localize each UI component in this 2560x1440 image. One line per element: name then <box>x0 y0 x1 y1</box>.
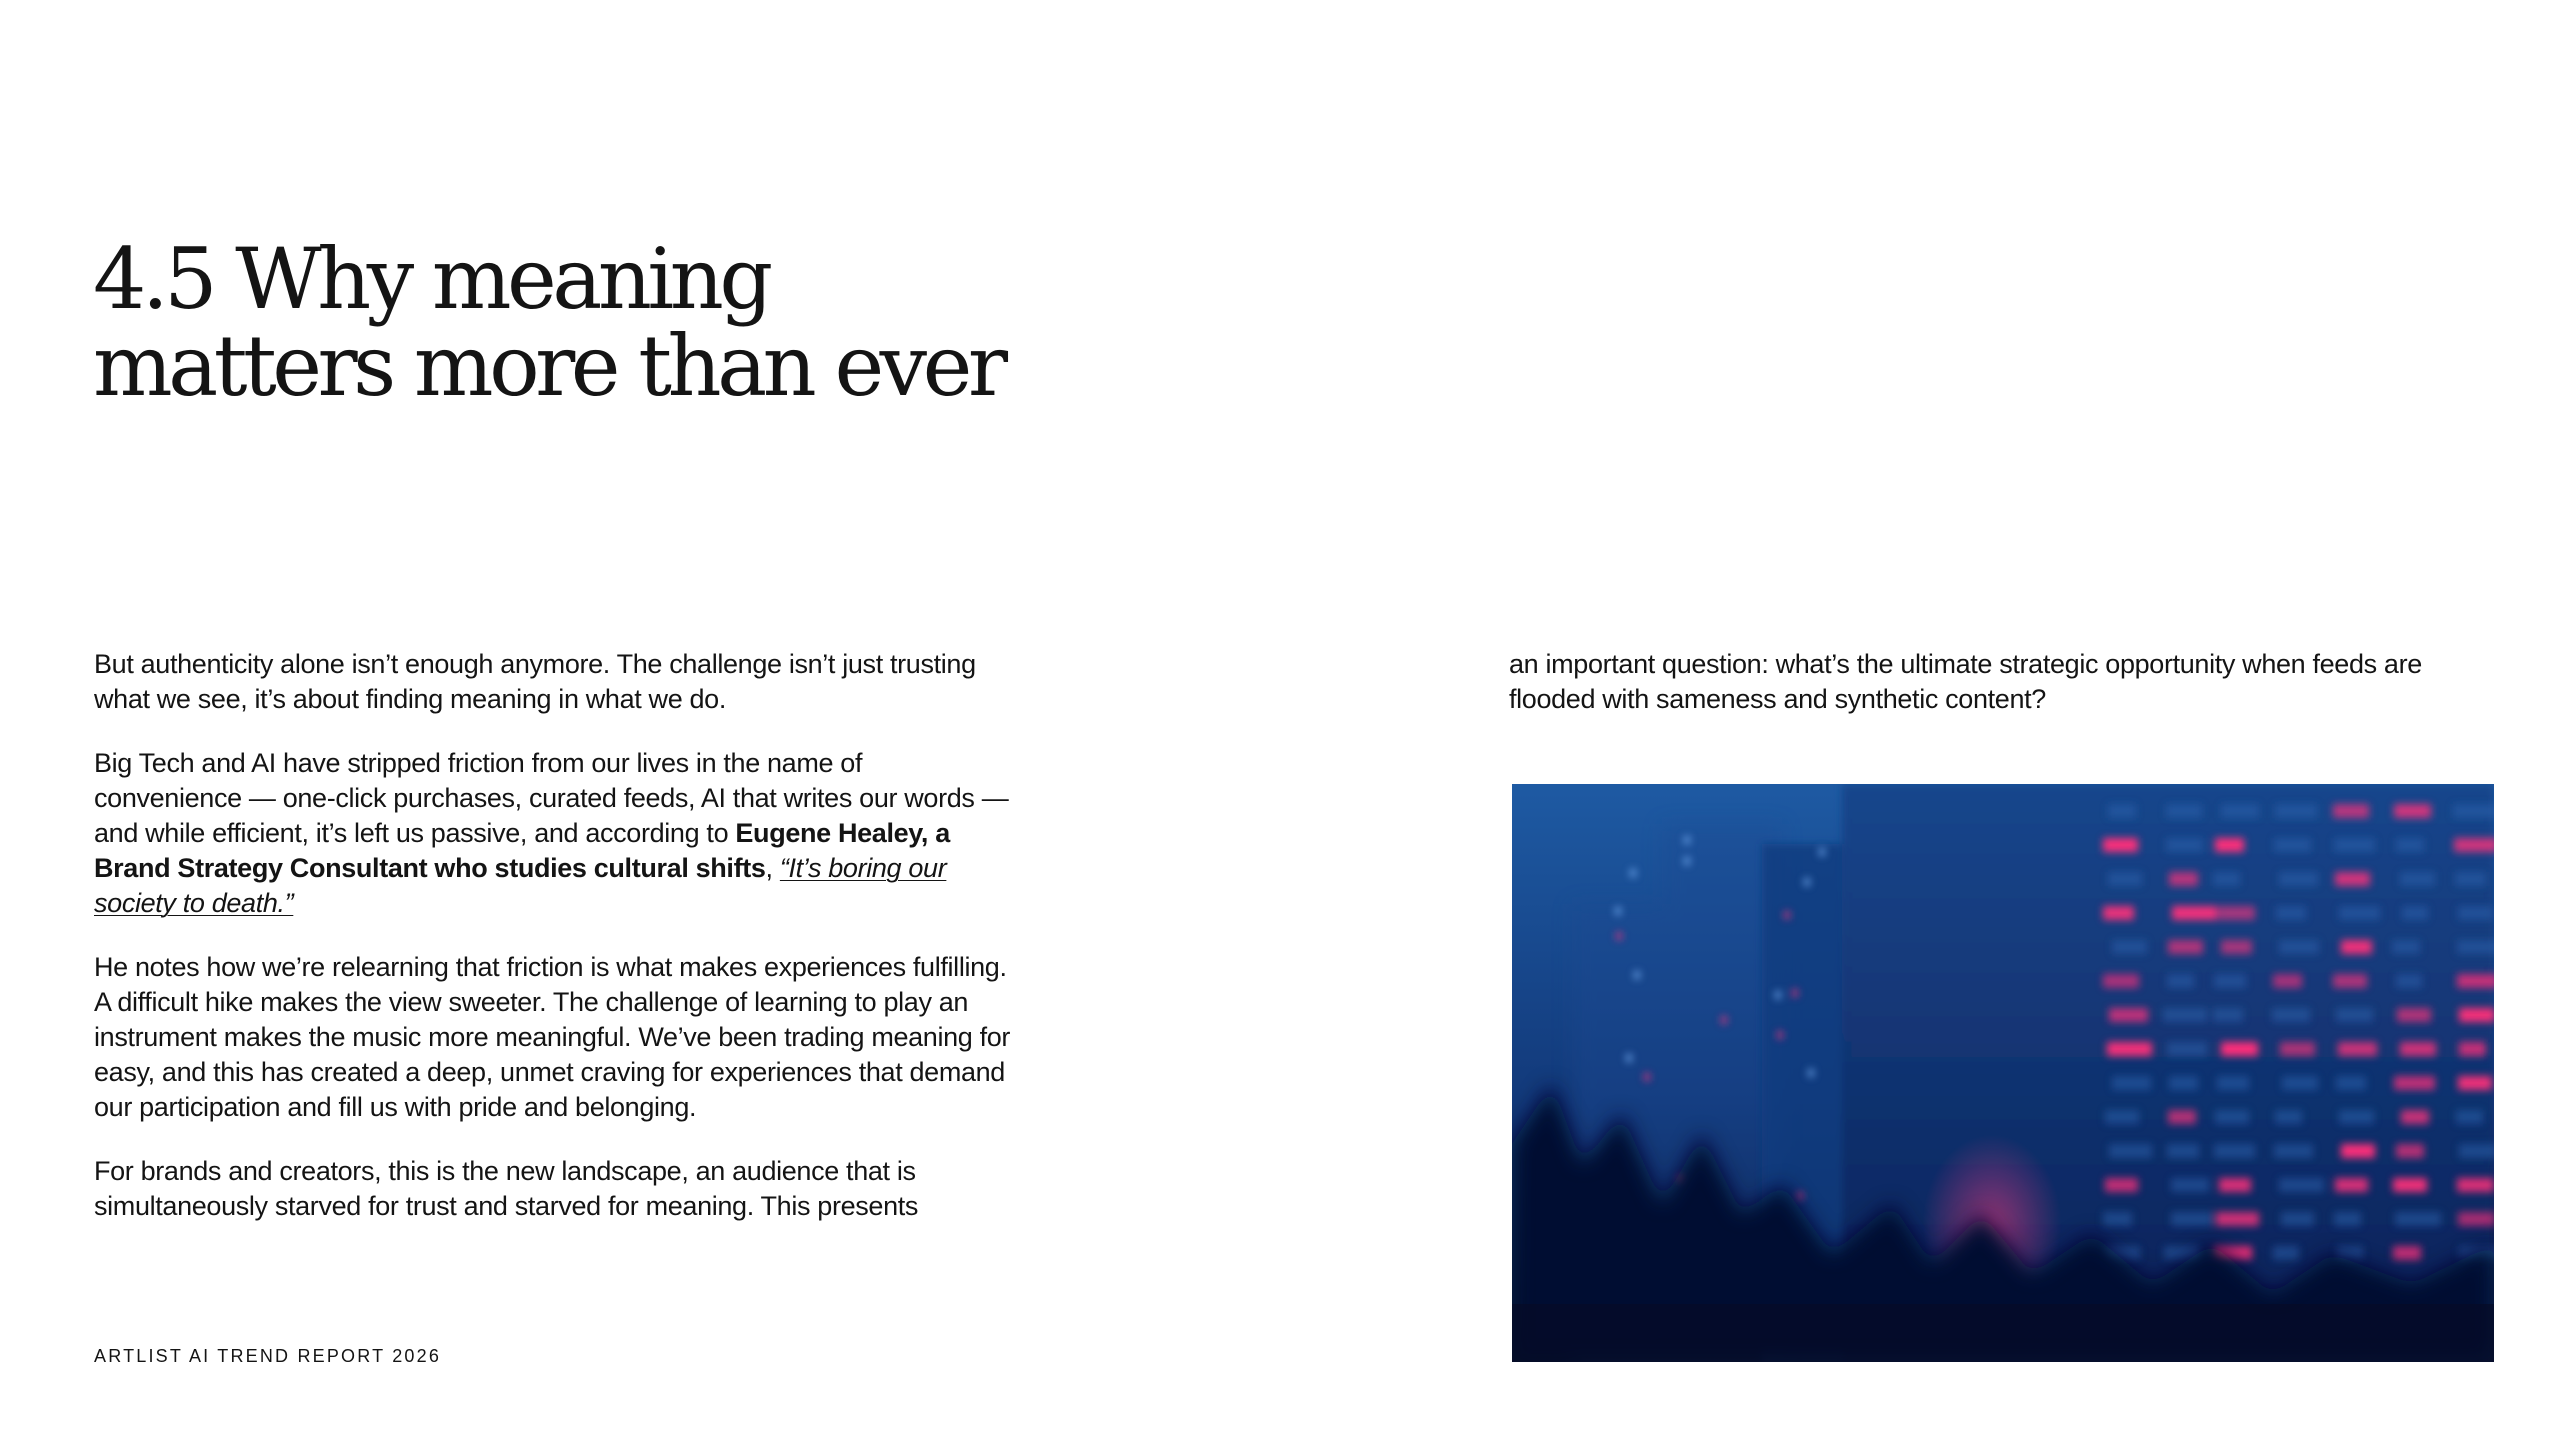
window-light <box>2400 1042 2436 1056</box>
paragraph-friction: He notes how we’re relearning that friction is what makes experiences fulfilling. A difficult hike makes the view sweeter. The challenge of learning to play an instrument makes the music more meaningful. We’ve been trading meaning for easy, and this has created a deep, unmet craving for experiences that demand our participation and fill us with pride and belonging. <box>94 952 1011 1122</box>
window-light <box>2396 1144 2424 1158</box>
window-light <box>2171 1212 2212 1226</box>
window-light <box>2274 838 2311 852</box>
city-photo <box>1512 784 2494 1362</box>
window-light <box>2401 1110 2429 1124</box>
window-light <box>2172 906 2217 920</box>
window-light <box>2105 1110 2139 1124</box>
window-light <box>2218 906 2255 920</box>
window-light <box>1644 1073 1650 1081</box>
window-light <box>1804 878 1810 886</box>
window-light <box>2273 974 2302 988</box>
paragraph-brands: For brands and creators, this is the new landscape, an audience that is simultaneously starved for trust and starved for meaning. This presents <box>94 1156 919 1221</box>
quote-link[interactable]: “It’s boring our society to death.” <box>94 853 947 918</box>
window-light <box>2167 974 2194 988</box>
window-light <box>1777 1031 1783 1039</box>
window-light <box>2279 940 2319 954</box>
window-light <box>2108 804 2136 818</box>
window-light <box>1784 911 1790 919</box>
window-light <box>2168 940 2203 954</box>
window-light <box>1684 836 1690 844</box>
page-title-line-1: 4.5 Why meaning <box>93 230 769 328</box>
window-light <box>2219 1178 2251 1192</box>
window-light <box>2397 1008 2431 1022</box>
window-light <box>2280 1042 2315 1056</box>
window-light <box>2274 1144 2313 1158</box>
window-light <box>2167 1042 2207 1056</box>
window-light <box>2400 872 2435 886</box>
window-light <box>1721 1016 1727 1024</box>
window-light <box>2275 804 2317 818</box>
window-light <box>2339 1110 2374 1124</box>
window-light <box>2166 838 2203 852</box>
window-light <box>2396 974 2422 988</box>
window-light <box>2458 1212 2494 1226</box>
window-light <box>2453 804 2494 818</box>
city-photo-graphic <box>1512 784 2494 1362</box>
window-light <box>2103 906 2134 920</box>
window-light <box>2395 1212 2441 1226</box>
window-light <box>2168 1110 2196 1124</box>
window-light <box>1775 991 1781 999</box>
paragraph-question: an important question: what’s the ultimate strategic opportunity when feeds are flooded with sameness and synthetic content? <box>1509 649 2422 714</box>
window-light <box>2276 906 2306 920</box>
window-light <box>2393 1178 2427 1192</box>
window-light <box>2402 906 2428 920</box>
window-light <box>2392 940 2420 954</box>
window-light <box>2279 1178 2324 1192</box>
window-light <box>2221 804 2259 818</box>
window-light <box>2341 940 2372 954</box>
window-light <box>2338 1042 2377 1056</box>
window-light <box>2169 872 2198 886</box>
window-light <box>2282 1076 2318 1090</box>
window-light <box>2334 838 2375 852</box>
page-title-line-2: matters more than ever <box>93 317 1004 415</box>
window-light <box>2214 974 2246 988</box>
window-light <box>2457 1178 2494 1192</box>
window-light <box>2166 804 2202 818</box>
window-light <box>1616 932 1622 940</box>
page-title <box>93 230 1093 415</box>
window-light <box>2396 838 2424 852</box>
left-text-column <box>94 647 1014 1253</box>
paragraph-separator: , <box>765 853 780 883</box>
window-light <box>2393 1246 2421 1260</box>
window-light <box>2213 1008 2243 1022</box>
window-light <box>2339 906 2380 920</box>
window-light <box>2335 872 2370 886</box>
window-light <box>2107 1042 2152 1056</box>
window-light <box>2394 804 2431 818</box>
paragraph-big-tech-text: Big Tech and AI have stripped friction from our lives in the name of convenience — one-click purchases, curated feeds, AI that writes our words — and while efficient, it’s left us passive, and according to <box>94 748 1009 848</box>
window-light <box>2108 872 2142 886</box>
window-light <box>2459 1008 2494 1022</box>
window-light <box>2103 974 2139 988</box>
window-light <box>2458 906 2493 920</box>
window-light <box>2341 1144 2375 1158</box>
window-light <box>1797 1192 1803 1200</box>
window-light <box>1626 1054 1632 1062</box>
window-light <box>2213 872 2240 886</box>
window-light <box>2103 838 2138 852</box>
window-light <box>2217 1076 2249 1090</box>
window-light <box>2334 1212 2361 1226</box>
report-footer: ARTLIST AI TREND REPORT 2026 <box>94 1346 442 1366</box>
window-light <box>2272 1008 2310 1022</box>
window-light <box>2459 1144 2494 1158</box>
window-light <box>2215 1110 2249 1124</box>
window-light <box>2221 940 2252 954</box>
window-light <box>2105 1178 2138 1192</box>
window-light <box>1819 848 1825 856</box>
window-light <box>1630 869 1636 877</box>
window-light <box>2281 1212 2314 1226</box>
window-light <box>2273 1246 2299 1260</box>
window-light <box>1808 1069 1814 1077</box>
window-light <box>2169 1076 2198 1090</box>
window-light <box>2457 940 2494 954</box>
window-light <box>2112 940 2147 954</box>
window-light <box>1792 989 1798 997</box>
window-light <box>2394 1076 2435 1090</box>
window-light <box>2171 1178 2209 1192</box>
window-light <box>2333 974 2367 988</box>
window-light <box>2458 1076 2492 1090</box>
window-light <box>2459 1042 2486 1056</box>
window-light <box>2279 872 2318 886</box>
window-light <box>2335 1178 2368 1192</box>
window-light <box>2216 1212 2259 1226</box>
window-light <box>2455 872 2486 886</box>
expert-name-bold: Eugene Healey, a Brand Strategy Consultant who studies cultural shifts <box>94 818 950 883</box>
window-light <box>1634 971 1640 979</box>
right-text-column <box>1509 647 2469 746</box>
window-light <box>2336 1076 2366 1090</box>
window-light <box>2275 1110 2302 1124</box>
window-light <box>2336 1008 2373 1022</box>
window-light <box>2103 1212 2132 1226</box>
window-light <box>2109 1008 2148 1022</box>
window-light <box>2167 1144 2199 1158</box>
window-light <box>2221 1042 2258 1056</box>
paragraph-authenticity: But authenticity alone isn’t enough anymore. The challenge isn’t just trusting what we see, it’s about finding meaning in what we do. <box>94 649 976 714</box>
window-light <box>2215 838 2244 852</box>
window-light <box>2456 1110 2483 1124</box>
window-light <box>2163 1008 2207 1022</box>
window-light <box>2214 1144 2255 1158</box>
window-light <box>1684 857 1690 865</box>
paragraph-big-tech <box>94 746 1014 921</box>
window-light <box>2112 1076 2151 1090</box>
window-light <box>1615 907 1621 915</box>
window-light <box>2333 804 2369 818</box>
window-light <box>2457 974 2494 988</box>
window-light <box>2454 838 2494 852</box>
window-light <box>2109 1144 2152 1158</box>
